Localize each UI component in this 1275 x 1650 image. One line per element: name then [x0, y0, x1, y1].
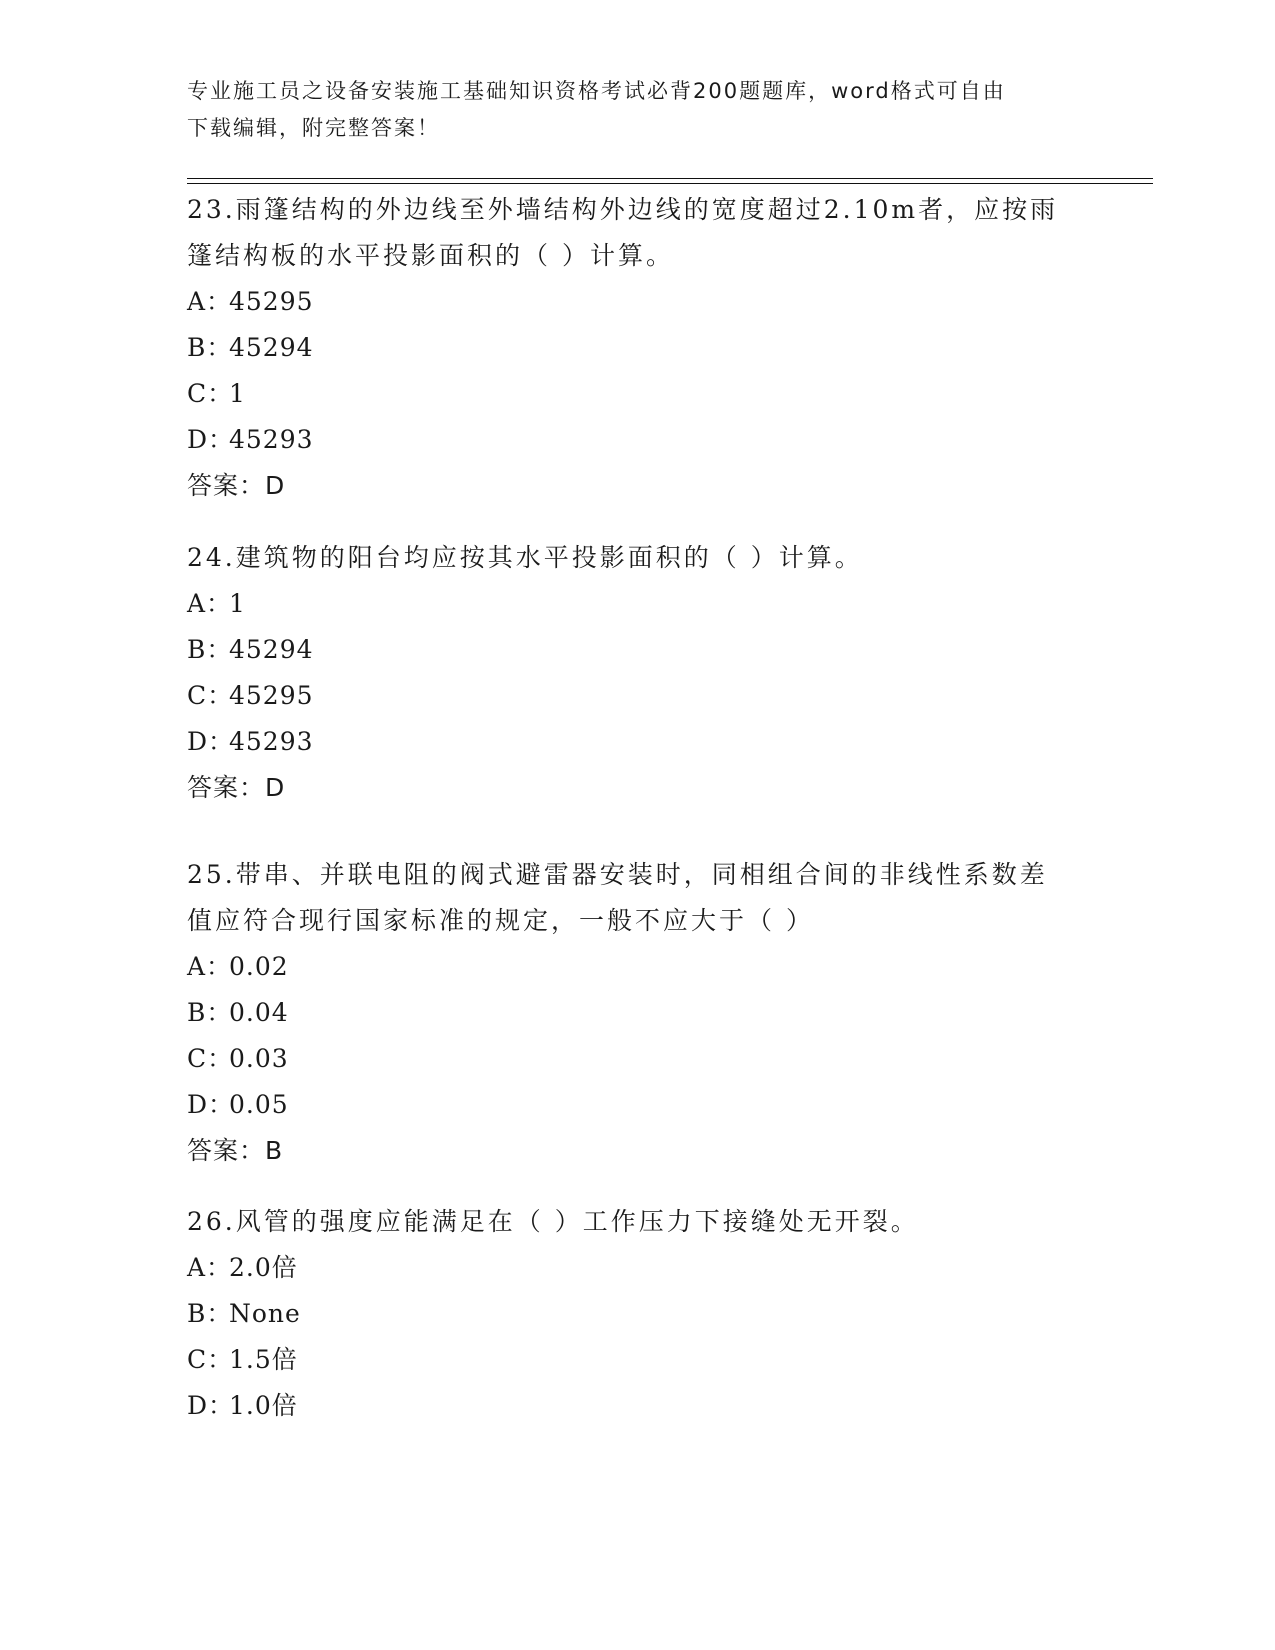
- option-key: A：: [187, 287, 233, 316]
- option-value: 45295: [229, 681, 314, 710]
- option-a: [187, 279, 1087, 325]
- option-key: D：: [187, 425, 235, 454]
- option-key: A：: [187, 589, 233, 618]
- question-text-line-2: 篷结构板的水平投影面积的（ ）计算。: [187, 241, 674, 270]
- question-text-line-1: 23.雨篷结构的外边线至外墙结构外边线的宽度超过2.10m者，应按雨: [187, 195, 1059, 224]
- option-d: [187, 1082, 1087, 1128]
- option-key: C：: [187, 1044, 234, 1073]
- option-key: A：: [187, 1253, 233, 1282]
- option-value: 0.05: [229, 1090, 289, 1119]
- answer-text: 答案：B: [187, 1136, 284, 1165]
- answer-text: 答案：D: [187, 773, 286, 802]
- option-key: B：: [187, 998, 233, 1027]
- option-value: 1: [229, 589, 246, 618]
- option-a: [187, 581, 1087, 627]
- header-line-1: 专业施工员之设备安装施工基础知识资格考试必背200题题库，word格式可自由: [187, 79, 1006, 103]
- question-text-line-1: 24.建筑物的阳台均应按其水平投影面积的（ ）计算。: [187, 543, 863, 572]
- question-24: [187, 535, 1087, 811]
- option-value: 0.04: [229, 998, 289, 1027]
- option-value: 1.0倍: [229, 1391, 298, 1420]
- option-value: 45294: [229, 635, 314, 664]
- header-line-2: 下载编辑，附完整答案！: [187, 116, 440, 140]
- option-b: [187, 627, 1087, 673]
- option-key: A：: [187, 952, 233, 981]
- option-c: [187, 1337, 1087, 1383]
- option-b: [187, 325, 1087, 371]
- question-23: [187, 187, 1087, 509]
- question-text-line-1: 25.带串、并联电阻的阀式避雷器安装时，同相组合间的非线性系数差: [187, 860, 1048, 889]
- option-value: 45293: [229, 727, 314, 756]
- option-key: C：: [187, 379, 234, 408]
- option-key: D：: [187, 1090, 235, 1119]
- option-value: 45293: [229, 425, 314, 454]
- option-b: [187, 1291, 1087, 1337]
- question-26: [187, 1199, 1087, 1429]
- option-key: D：: [187, 727, 235, 756]
- option-value: 0.02: [229, 952, 289, 981]
- document-header: [187, 73, 1087, 147]
- header-divider-bottom: [187, 183, 1153, 184]
- option-key: C：: [187, 681, 234, 710]
- question-text-line-1: 26.风管的强度应能满足在（ ）工作压力下接缝处无开裂。: [187, 1207, 919, 1236]
- header-divider-top: [187, 178, 1153, 179]
- option-key: B：: [187, 1299, 233, 1328]
- option-a: [187, 1245, 1087, 1291]
- option-d: [187, 1383, 1087, 1429]
- option-value: None: [229, 1299, 301, 1328]
- option-c: [187, 673, 1087, 719]
- option-key: B：: [187, 635, 233, 664]
- option-key: B：: [187, 333, 233, 362]
- option-key: D：: [187, 1391, 235, 1420]
- option-value: 1: [229, 379, 246, 408]
- option-b: [187, 990, 1087, 1036]
- option-a: [187, 944, 1087, 990]
- option-value: 45294: [229, 333, 314, 362]
- option-c: [187, 371, 1087, 417]
- question-25: [187, 852, 1087, 1174]
- option-d: [187, 417, 1087, 463]
- question-text-line-2: 值应符合现行国家标准的规定，一般不应大于（ ）: [187, 906, 814, 935]
- option-key: C：: [187, 1345, 234, 1374]
- answer-text: 答案：D: [187, 471, 286, 500]
- option-value: 0.03: [229, 1044, 289, 1073]
- option-c: [187, 1036, 1087, 1082]
- option-value: 1.5倍: [229, 1345, 298, 1374]
- option-value: 45295: [229, 287, 314, 316]
- option-d: [187, 719, 1087, 765]
- option-value: 2.0倍: [229, 1253, 298, 1282]
